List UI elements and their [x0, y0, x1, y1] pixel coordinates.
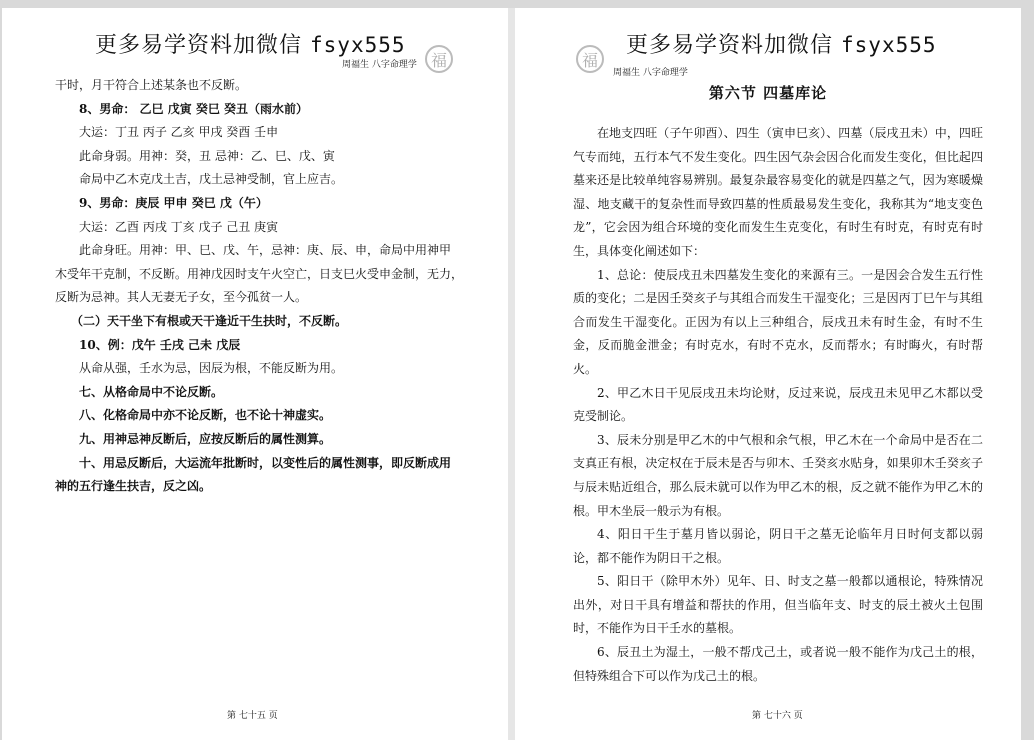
left-body	[55, 74, 463, 499]
text-line: 大运：乙酉 丙戌 丁亥 戊子 己丑 庚寅	[79, 219, 279, 234]
paragraph: 2、甲乙木日干见辰戌丑未均论财，反过来说，辰戌丑未见甲乙木都以受克受制论。	[573, 385, 983, 424]
header-title	[95, 28, 406, 59]
paragraph: 在地支四旺（子午卯酉）、四生（寅申巳亥）、四墓（辰戌丑未）中，四旺气专而纯，五行本气不发生变化。四生因气杂会因合化而发生变化，但比起四墓来还是比较单纯容易辨别。最复杂最容易变化的就是四墓之气，因为寒暖燥湿、地支藏干的复杂性而导致四墓的性质最易发生变化，我称其为“地支变色龙”，它会因为组合环境的变化而发生生克变化，有时生有时克，有时克有时生，具体变化阐述如下：	[573, 126, 983, 258]
paragraph: 5、阳日干（除甲木外）见年、日、时支之墓一般都以通根论，特殊情况出外，对日干具有增益和帮扶的作用，但当临年支、时支的辰土被火土包围时，不能作为日干壬水的墓根。	[573, 574, 983, 636]
case-heading: 8、男命： 乙巳 戊寅 癸巳 癸丑（雨水前）	[79, 101, 309, 116]
paragraph: 4、阳日干生于墓月皆以弱论，阴日干之墓无论临年月日时何支都以弱论，都不能作为阴日干之根。	[573, 527, 983, 565]
header-subtitle: 周福生 八字命理学	[613, 68, 688, 78]
rule-heading: 十、用忌反断后，大运流年批断时，以变性后的属性测事，即反断成用	[79, 455, 452, 470]
seal-icon: 福	[576, 45, 604, 73]
text-line: 反断为忌神。其人无妻无子女，至今孤贫一人。	[55, 290, 308, 305]
rule-heading: 神的五行逢生扶吉，反之凶。	[55, 479, 212, 494]
text-line: 从命从强，壬水为忌，因辰为根，不能反断为用。	[79, 361, 344, 376]
text-line: 此命身旺。用神：甲、巳、戊、午，忌神：庚、辰、申，命局中用神甲	[79, 243, 452, 258]
section-title: 第六节 四墓库论	[708, 84, 828, 102]
header-title-cn: 更多易学资料加微信	[95, 33, 303, 58]
case-heading: 10、例：戊午 壬戌 己未 戊辰	[79, 337, 241, 352]
rule-heading: 七、从格命局中不论反断。	[79, 384, 224, 399]
rule-heading: （二）天干坐下有根或天干逢近干生扶时，不反断。	[71, 313, 348, 328]
header-title-id: fsyx555	[310, 33, 406, 57]
header-subtitle: 周福生 八字命理学	[342, 60, 417, 70]
page-right	[515, 8, 1021, 740]
header-title-cn: 更多易学资料加微信	[626, 33, 834, 58]
text-line: 此命身弱。用神：癸，丑 忌神：乙、巳、戊、寅	[79, 148, 335, 163]
text-line: 大运：丁丑 丙子 乙亥 甲戌 癸酉 壬申	[79, 125, 279, 140]
case-heading: 9、男命：庚辰 甲申 癸巳 戊（午）	[79, 195, 268, 210]
paragraph: 1、总论：使辰戌丑未四墓发生变化的来源有三。一是因会合发生五行性质的变化；二是因壬癸亥子与其组合而发生干湿变化；三是因丙丁巳午与其组合而发生干湿变化。正因为有以上三种组合，辰戌丑未有时生金，有时不生金，反而脆金泄金；有时克水，有时不克水，反而帮水；有时晦火，有时帮火。	[573, 267, 983, 376]
right-body	[573, 122, 983, 688]
paragraph: 3、辰未分别是甲乙木的中气根和余气根，甲乙木在一个命局中是否在二支真正有根，决定权在于辰未是否与卯木、壬癸亥水贴身，如果卯木壬癸亥子与辰未贴近组合，那么辰未就可以作为甲乙木的根，反之就不能作为甲乙木的根。甲木坐辰一般示为有根。	[573, 432, 983, 518]
page-number: 第 七十五 页	[227, 711, 278, 721]
rule-heading: 八、化格命局中亦不论反断，也不论十神虚实。	[79, 408, 332, 423]
seal-icon: 福	[425, 45, 453, 73]
text-line: 干时，月干符合上述某条也不反断。	[55, 78, 248, 92]
page-left	[2, 8, 508, 740]
text-line: 木受年干克制，不反断。用神戊因时支午火空亡，日支巳火受申金制，无力，	[55, 266, 464, 281]
page-gap	[508, 8, 515, 740]
page-number: 第 七十六 页	[752, 711, 803, 721]
rule-heading: 九、用神忌神反断后，应按反断后的属性测算。	[79, 431, 332, 446]
text-line: 命局中乙木克戊土吉，戊土忌神受制，官上应吉。	[79, 172, 344, 187]
header-title-id: fsyx555	[841, 33, 937, 57]
paragraph: 6、辰丑土为湿土，一般不帮戊己土，或者说一般不能作为戊己土的根，但特殊组合下可以作为戊己土的根。	[573, 645, 983, 683]
header-title	[626, 28, 937, 59]
